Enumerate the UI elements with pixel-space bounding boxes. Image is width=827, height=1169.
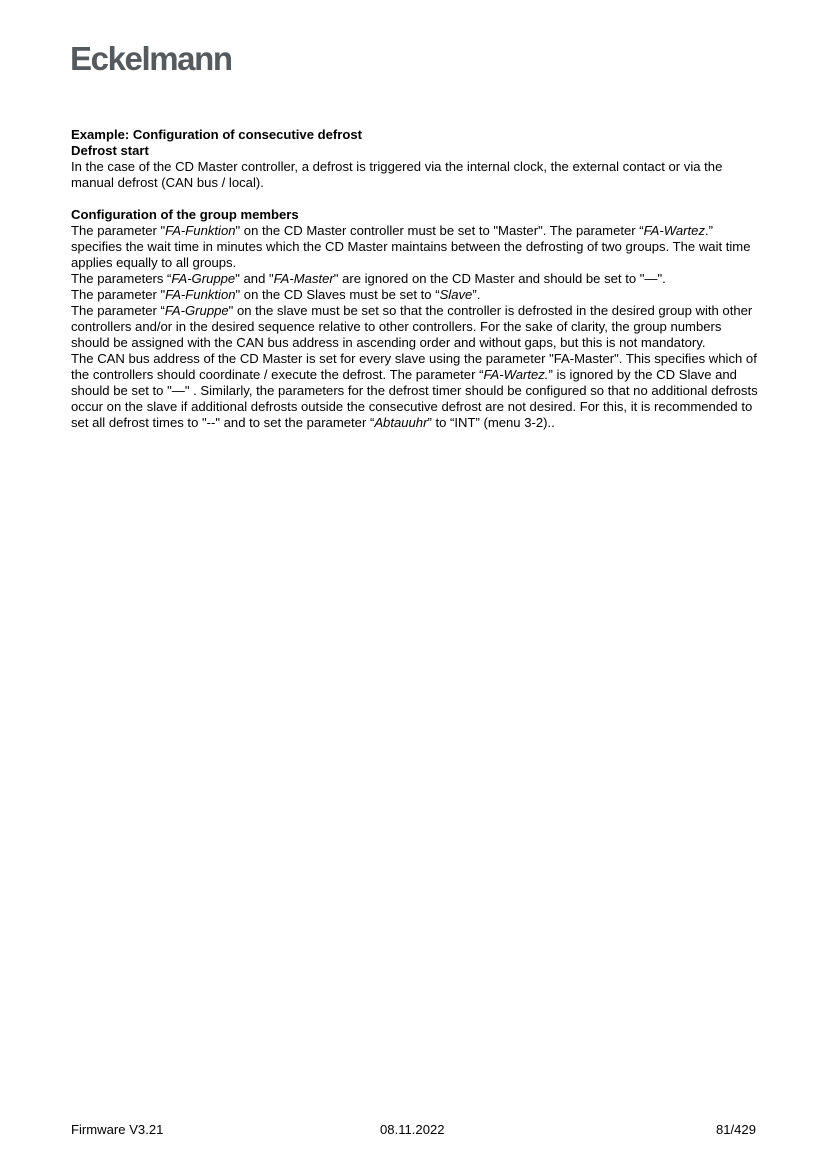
document-body (71, 127, 761, 431)
param-fa-gruppe: FA-Gruppe (164, 303, 229, 318)
section-subtitle: Defrost start (71, 143, 149, 158)
param-fa-funktion: FA-Funktion (165, 287, 236, 302)
param-fa-wartez: FA-Wartez. (483, 367, 549, 382)
paragraph-ignored-params (71, 271, 761, 287)
text-run: " on the slave must be set so that the controller is defrosted in the desired group with other controllers and/or in the desired sequence relative to other controllers. For the sake of clarity, the group numbers should be assigned with the CAN bus address in ascending order and without gaps, but this is not mandatory. (71, 303, 753, 350)
text-run: " on the CD Master controller must be set to "Master". The parameter “ (235, 223, 644, 238)
param-fa-wartez: FA-Wartez (643, 223, 705, 238)
param-fa-master: FA-Master (273, 271, 334, 286)
paragraph-spacer (71, 191, 761, 207)
text-run: The parameters “ (71, 271, 172, 286)
text-run: The parameter " (71, 287, 166, 302)
text-run: ”. (472, 287, 481, 302)
param-fa-funktion: FA-Funktion (165, 223, 236, 238)
text-run: The CAN bus address of the CD Master is set for every slave using the parameter "FA-Master". This specifies which of the controllers should coordinate / execute the defrost. The parameter “ (71, 351, 757, 382)
group-heading: Configuration of the group members (71, 207, 299, 222)
section-title: Example: Configuration of consecutive defrost (71, 127, 363, 142)
text-run: The parameter “ (71, 303, 165, 318)
text-run: " and " (235, 271, 274, 286)
footer-page-number: 81/429 (715, 1122, 756, 1137)
text-run: .” specifies the wait time in minutes which the CD Master maintains between the defrosting of two groups. The wait time applies equally to all groups. (71, 223, 751, 270)
text-run: " on the CD Slaves must be set to “ (235, 287, 440, 302)
text-run: ” is ignored by the CD Slave and should be set to "—" . Similarly, the parameters for the defrost timer should be configured so that no additional defrosts occur on the slave if additional defrosts outside the consecutive defrost are not desired. For this, it is recommended to set all defrost times to "--" and to set the parameter “ (71, 367, 758, 430)
paragraph-gruppe-slave (71, 303, 761, 351)
intro-paragraph: In the case of the CD Master controller, a defrost is triggered via the internal clock, the external contact or via the manual defrost (CAN bus / local). (71, 159, 723, 190)
eckelmann-logo: Eckelmann (70, 40, 232, 77)
text-run: " are ignored on the CD Master and should be set to "—". (333, 271, 666, 286)
value-slave: Slave (439, 287, 473, 302)
text-run: The parameter " (71, 223, 166, 238)
param-abtauuhr: Abtauuhr (374, 415, 428, 430)
text-run: ” to “INT” (menu 3-2).. (427, 415, 555, 430)
param-fa-gruppe: FA-Gruppe (171, 271, 236, 286)
footer-firmware: Firmware V3.21 (71, 1122, 164, 1137)
paragraph-funktion-slave (71, 287, 761, 303)
paragraph-can-bus-address (71, 351, 761, 431)
paragraph-funktion-master (71, 223, 761, 271)
footer-date: 08.11.2022 (380, 1122, 445, 1137)
